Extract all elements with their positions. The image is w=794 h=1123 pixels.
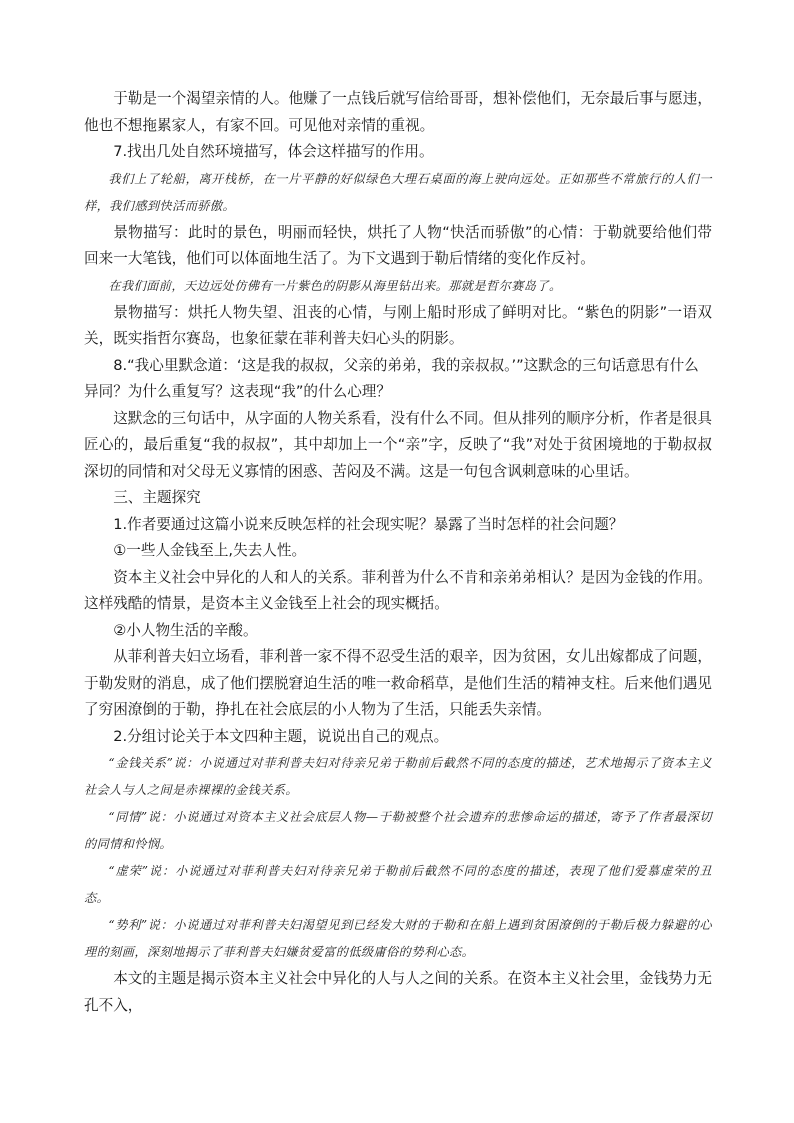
section-heading: 三、主题探究 (113, 489, 201, 506)
question-8: 8.“我心里默念道：‘这是我的叔叔，父亲的弟弟，我的亲叔叔。’”这默念的三句话意思有什么异同？为什么重复写？这表现“我”的什么心理？ (84, 356, 699, 400)
paragraph: 景物描写：烘托人物失望、沮丧的心情，与刚上船时形成了鲜明对比。“紫色的阴影”一语双关，既实指哲尔赛岛，也象征蒙在菲利普夫妇心头的阴影。 (84, 303, 712, 347)
paragraph: 这默念的三句话中，从字面的人物关系看，没有什么不同。但从排列的顺序分析，作者是很具匠心的，最后重复“我的叔叔”，其中却加上一个“亲”字，反映了“我”对处于贫困境地的于勒叔叔深切的同情和对父母无义寡情的困惑、苦闷及不满。这是一句包含讽刺意味的心里话。 (84, 409, 712, 480)
excerpt-quote: 在我们面前，天边远处仿佛有一片紫色的阴影从海里钻出来。那就是哲尔赛岛了。 (108, 278, 562, 293)
excerpt-quote: 我们上了轮船，离开栈桥，在一片平静的好似绿色大理石桌面的海上驶向远处。正如那些不常旅行的人们一样，我们感到快活而骄傲。 (84, 171, 712, 213)
paragraph: 从菲利普夫妇立场看，菲利普一家不得不忍受生活的艰辛，因为贫困，女儿出嫁都成了问题，于勒发财的消息，成了他们摆脱窘迫生活的唯一救命稻草，是他们生活的精神支柱。后来他们遇见了穷困潦倒的于勒，挣扎在社会底层的小人物为了生活，只能丢失亲情。 (84, 648, 712, 718)
question-1: 1.作者要通过这篇小说来反映怎样的社会现实呢？暴露了当时怎样的社会问题？ (113, 515, 624, 533)
paragraph: 资本主义社会中异化的人和人的关系。菲利普为什么不肯和亲弟弟相认？是因为金钱的作用。这样残酷的情景，是资本主义金钱至上社会的现实概括。 (84, 568, 712, 612)
subpoint-heading: ①一些人金钱至上,失去人性。 (113, 542, 307, 559)
theme-quote: “势利”说：小说通过对菲利普夫妇渴望见到已经发大财的于勒和在船上遇到贫困潦倒的于勒后极力躲避的心理的刻画，深刻地揭示了菲利普夫妇嫌贫爱富的低级庸俗的势利心态。 (84, 918, 712, 959)
paragraph: 景物描写：此时的景色，明丽而轻快，烘托了人物“快活而骄傲”的心情：于勒就要给他们带回来一大笔钱，他们可以体面地生活了。为下文遇到于勒后情绪的变化作反衬。 (84, 223, 712, 267)
theme-quote: “虚荣”说：小说通过对菲利普夫妇对待亲兄弟于勒前后截然不同的态度的描述，表现了他们爱慕虚荣的丑态。 (84, 864, 712, 905)
subpoint-heading: ②小人物生活的辛酸。 (113, 621, 258, 639)
paragraph: 于勒是一个渴望亲情的人。他赚了一点钱后就写信给哥哥，想补偿他们，无奈最后事与愿违，他也不想拖累家人，有家不回。可见他对亲情的重视。 (84, 90, 712, 134)
paragraph: 本文的主题是揭示资本主义社会中异化的人与人之间的关系。在资本主义社会里，金钱势力无孔不入， (84, 970, 712, 1014)
document-body (84, 86, 712, 1019)
question-2: 2.分组讨论关于本文四种主题，说说出自己的观点。 (113, 727, 449, 745)
theme-quote: “金钱关系”说：小说通过对菲利普夫妇对待亲兄弟于勒前后截然不同的态度的描述，艺术地揭示了资本主义社会人与人之间是赤裸裸的金钱关系。 (84, 756, 712, 797)
question-7: 7.找出几处自然环境描写，体会这样描写的作用。 (113, 143, 434, 160)
theme-quote: “同情”说：小说通过对资本主义社会底层人物—于勒被整个社会遗弃的悲惨命运的描述，寄予了作者最深切的同情和怜悯。 (84, 810, 712, 851)
